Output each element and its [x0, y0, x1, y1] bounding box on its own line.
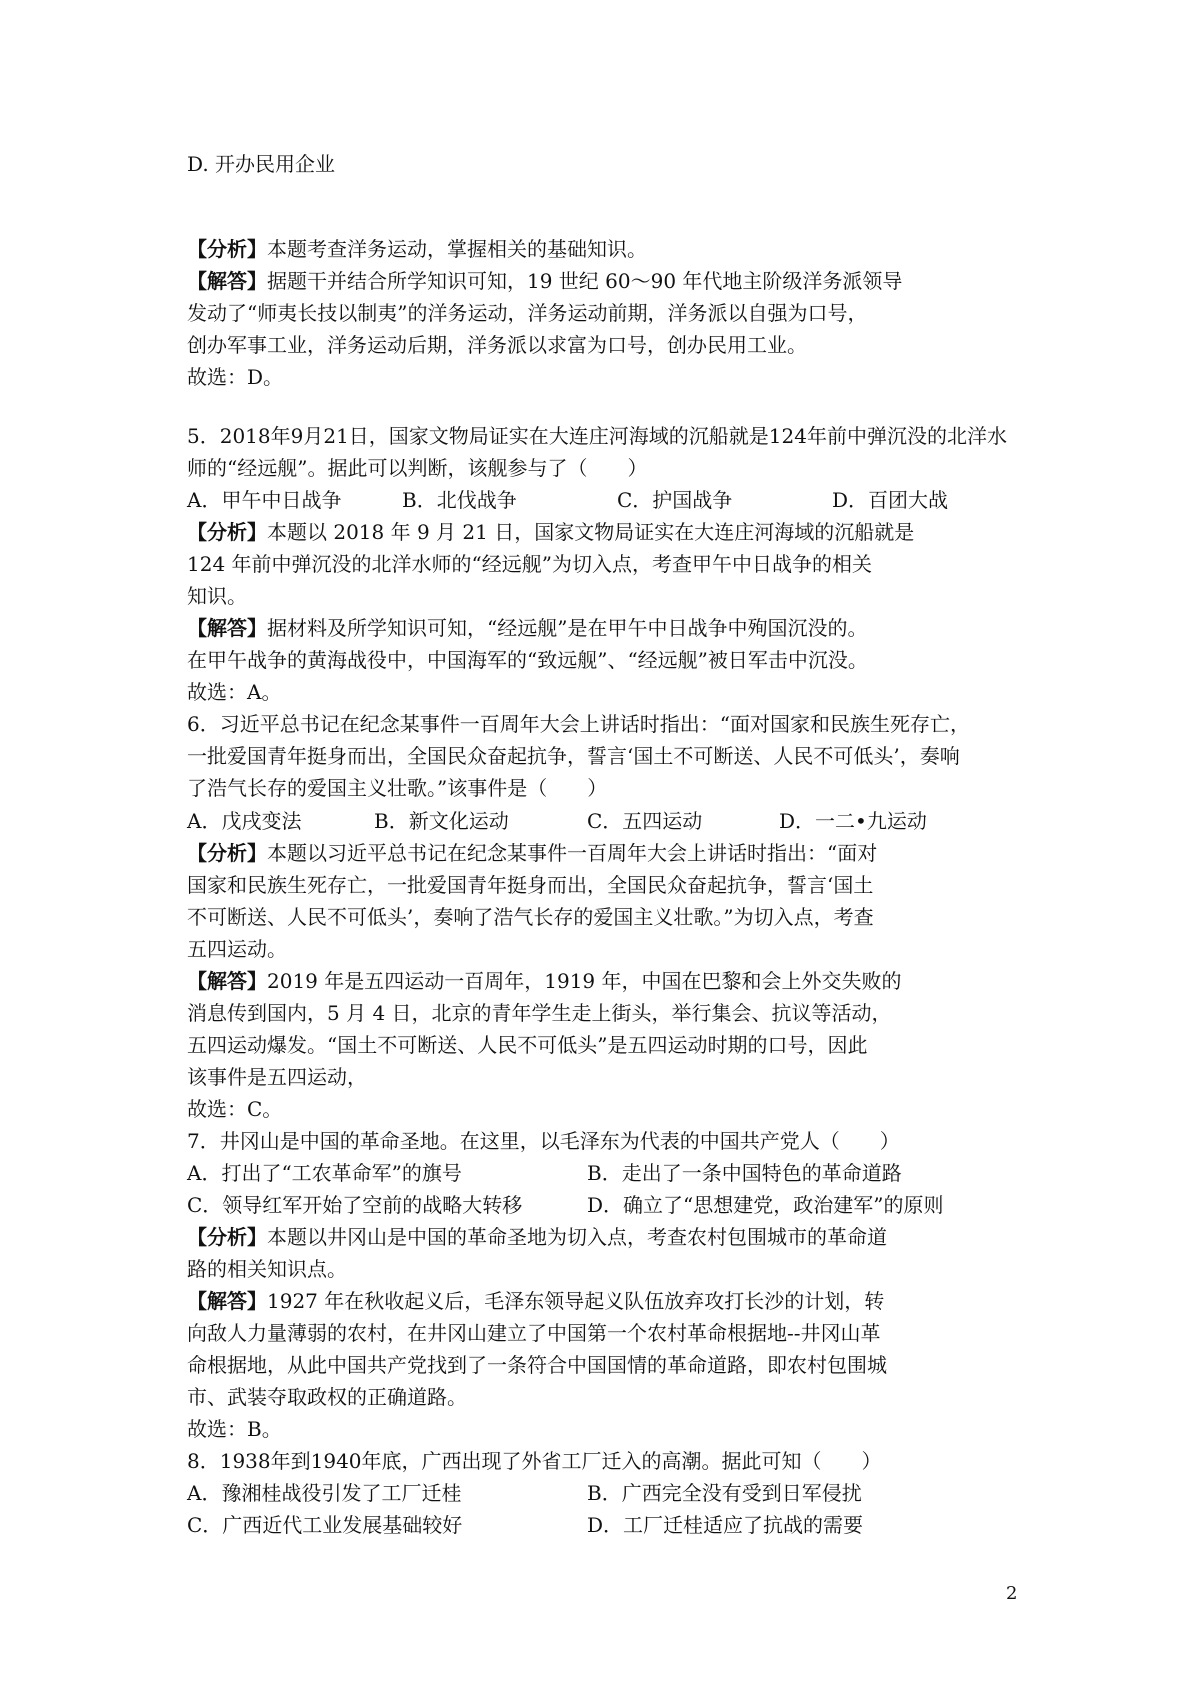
q6-option-a: A．戊戌变法	[187, 809, 302, 833]
q6-answer-line-1: 【解答】2019 年是五四运动一百周年，1919 年，中国在巴黎和会上外交失败的	[187, 969, 902, 993]
q6-analysis-line-1: 【分析】本题以习近平总书记在纪念某事件一百周年大会上讲话时指出：“面对	[187, 841, 878, 865]
analysis-tag: 【分析】	[187, 520, 267, 544]
q4-choice: 故选：D。	[187, 365, 284, 389]
q5-stem-line-2: 师的“经远舰”。据此可以判断，该舰参与了（ ）	[187, 456, 648, 480]
q8-stem: 8．1938年到1940年底，广西出现了外省工厂迁入的高潮。据此可知（ ）	[187, 1449, 882, 1473]
q7-answer-line-1: 【解答】1927 年在秋收起义后，毛泽东领导起义队伍放弃攻打长沙的计划，转	[187, 1289, 885, 1313]
q8-option-b: B．广西完全没有受到日军侵扰	[587, 1481, 862, 1505]
analysis-tag: 【分析】	[187, 237, 267, 261]
q6-answer-line-3: 五四运动爆发。“国土不可断送、人民不可低头”是五四运动时期的口号，因此	[187, 1033, 868, 1057]
q6-stem-line-2: 一批爱国青年挺身而出，全国民众奋起抗争，誓言‘国土不可断送、人民不可低头’，奏响	[187, 744, 960, 768]
page-number: 2	[1006, 1583, 1018, 1604]
q5-choice: 故选：A。	[187, 680, 282, 704]
q6-option-c: C．五四运动	[587, 809, 703, 833]
q5-option-c: C．护国战争	[617, 488, 733, 512]
q6-option-d: D．一二•九运动	[779, 809, 927, 833]
q7-answer-line-2: 向敌人力量薄弱的农村，在井冈山建立了中国第一个农村革命根据地--井冈山革	[187, 1321, 881, 1345]
q6-analysis-line-3: 不可断送、人民不可低头’，奏响了浩气长存的爱国主义壮歌。”为切入点，考查	[187, 905, 874, 929]
q4-answer-line-1: 【解答】据题干并结合所学知识可知，19 世纪 60～90 年代地主阶级洋务派领导	[187, 269, 903, 293]
q7-analysis-line-1: 【分析】本题以井冈山是中国的革命圣地为切入点，考查农村包围城市的革命道	[187, 1225, 887, 1249]
q5-analysis-line-3: 知识。	[187, 584, 247, 608]
q7-analysis-line-2: 路的相关知识点。	[187, 1257, 347, 1281]
prev-option-d: D. 开办民用企业	[187, 152, 336, 176]
q5-option-a: A．甲午中日战争	[187, 488, 342, 512]
q7-stem: 7．井冈山是中国的革命圣地。在这里，以毛泽东为代表的中国共产党人（ ）	[187, 1129, 900, 1153]
answer-tag: 【解答】	[187, 269, 267, 293]
q4-answer-line-3: 创办军事工业，洋务运动后期，洋务派以求富为口号，创办民用工业。	[187, 333, 807, 357]
q6-stem-line-1: 6．习近平总书记在纪念某事件一百周年大会上讲话时指出：“面对国家和民族生死存亡，	[187, 712, 970, 736]
q7-answer-line-4: 市、武装夺取政权的正确道路。	[187, 1385, 467, 1409]
q7-option-d: D．确立了“思想建党，政治建军”的原则	[587, 1193, 944, 1217]
q5-option-b: B．北伐战争	[402, 488, 517, 512]
q6-analysis-line-2: 国家和民族生死存亡，一批爱国青年挺身而出，全国民众奋起抗争，誓言‘国土	[187, 873, 874, 897]
q6-choice: 故选：C。	[187, 1097, 283, 1121]
q6-stem-line-3: 了浩气长存的爱国主义壮歌。”该事件是（ ）	[187, 776, 608, 800]
q5-answer-line-2: 在甲午战争的黄海战役中，中国海军的“致远舰”、“经远舰”被日军击中沉没。	[187, 648, 868, 672]
q7-answer-line-3: 命根据地，从此中国共产党找到了一条符合中国国情的革命道路，即农村包围城	[187, 1353, 887, 1377]
q4-answer-line-2: 发动了“师夷长技以制夷”的洋务运动，洋务运动前期，洋务派以自强为口号，	[187, 301, 868, 325]
q5-option-d: D．百团大战	[832, 488, 949, 512]
q7-option-b: B．走出了一条中国特色的革命道路	[587, 1161, 902, 1185]
q5-answer-line-1: 【解答】据材料及所学知识可知，“经远舰”是在甲午中日战争中殉国沉没的。	[187, 616, 868, 640]
q8-option-a: A．豫湘桂战役引发了工厂迁桂	[187, 1481, 462, 1505]
analysis-tag: 【分析】	[187, 1225, 267, 1249]
answer-tag: 【解答】	[187, 1289, 267, 1313]
answer-tag: 【解答】	[187, 616, 267, 640]
q6-answer-line-2: 消息传到国内，5 月 4 日，北京的青年学生走上街头，举行集会、抗议等活动，	[187, 1001, 892, 1025]
q8-option-d: D．工厂迁桂适应了抗战的需要	[587, 1513, 864, 1537]
q6-option-b: B．新文化运动	[374, 809, 509, 833]
q7-option-c: C．领导红军开始了空前的战略大转移	[187, 1193, 523, 1217]
q6-analysis-line-4: 五四运动。	[187, 937, 287, 961]
q7-option-a: A．打出了“工农革命军”的旗号	[187, 1161, 462, 1185]
answer-tag: 【解答】	[187, 969, 267, 993]
q7-choice: 故选：B。	[187, 1417, 282, 1441]
q8-option-c: C．广西近代工业发展基础较好	[187, 1513, 463, 1537]
q5-stem-line-1: 5．2018年9月21日，国家文物局证实在大连庄河海域的沉船就是124年前中弹沉没的北洋水	[187, 424, 1007, 448]
analysis-tag: 【分析】	[187, 841, 267, 865]
q6-answer-line-4: 该事件是五四运动，	[187, 1065, 367, 1089]
q5-analysis-line-2: 124 年前中弹沉没的北洋水师的“经远舰”为切入点，考查甲午中日战争的相关	[187, 552, 872, 576]
q5-analysis-line-1: 【分析】本题以 2018 年 9 月 21 日，国家文物局证实在大连庄河海域的沉船就是	[187, 520, 915, 544]
q4-analysis: 【分析】本题考查洋务运动，掌握相关的基础知识。	[187, 237, 647, 261]
